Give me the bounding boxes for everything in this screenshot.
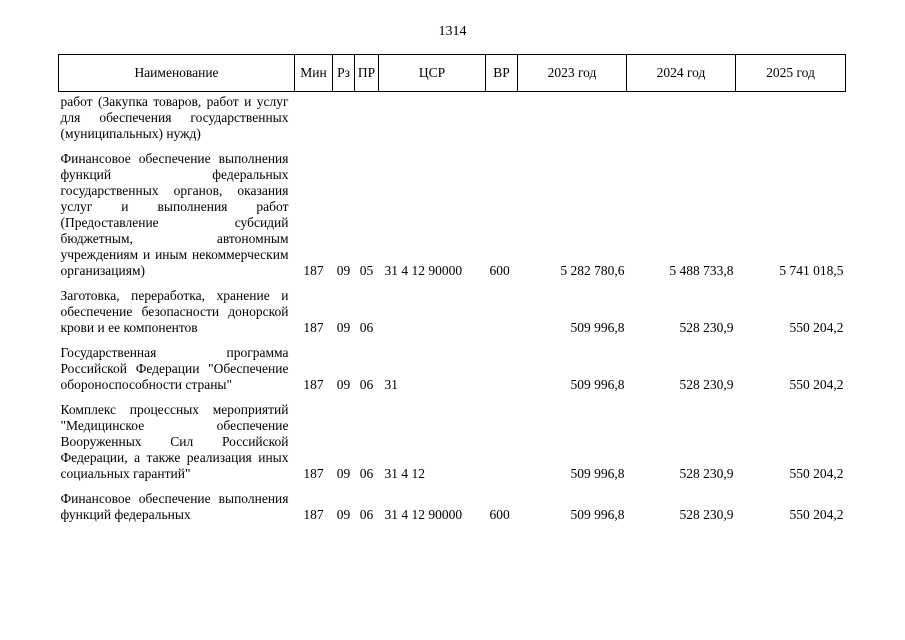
row-vr: 600	[489, 263, 510, 278]
row-pr: 06	[359, 466, 374, 481]
header-vr: ВР	[486, 55, 518, 92]
row-rz: 09	[336, 263, 351, 278]
row-min: 187	[303, 377, 324, 392]
table-header	[59, 55, 846, 92]
row-rz: 09	[336, 466, 351, 481]
row-2023: 509 996,8	[570, 466, 625, 481]
row-2025: 550 204,2	[789, 466, 844, 481]
row-2023: 509 996,8	[570, 377, 625, 392]
row-csr	[379, 92, 486, 152]
row-2023: 509 996,8	[570, 507, 625, 522]
row-min: 187	[303, 263, 324, 278]
row-pr	[355, 92, 379, 152]
row-min: 187	[303, 507, 324, 522]
row-min: 187	[303, 320, 324, 335]
row-min	[295, 92, 333, 152]
row-2025	[736, 92, 846, 152]
table-row	[59, 288, 846, 345]
row-2024: 528 230,9	[679, 466, 734, 481]
row-2024: 528 230,9	[679, 507, 734, 522]
row-vr: 600	[489, 507, 510, 522]
row-pr: 06	[359, 377, 374, 392]
header-rz: Рз	[333, 55, 355, 92]
row-rz: 09	[336, 377, 351, 392]
row-2025: 550 204,2	[789, 320, 844, 335]
header-year-2025: 2025 год	[736, 55, 846, 92]
row-name: Заготовка, переработка, хранение и обеспечение безопасности донорской крови и ее компонентов	[60, 288, 289, 335]
row-pr: 06	[359, 507, 374, 522]
row-name: Финансовое обеспечение выполнения функций федеральных государственных органов, оказания услуг и выполнения работ (Предоставление субсидий бюджетным, автономным учреждениям и иным некоммерческим организациям)	[60, 151, 289, 278]
row-rz	[333, 92, 355, 152]
row-csr	[379, 288, 486, 345]
table-row	[59, 345, 846, 402]
row-name: Финансовое обеспечение выполнения функций федеральных	[60, 491, 289, 522]
row-pr: 05	[359, 263, 374, 278]
row-csr: 31 4 12 90000	[384, 507, 463, 522]
row-rz: 09	[336, 507, 351, 522]
row-pr: 06	[359, 320, 374, 335]
header-year-2023: 2023 год	[518, 55, 627, 92]
row-vr	[486, 92, 518, 152]
row-name: работ (Закупка товаров, работ и услуг для обеспечения государственных (муниципальных) нужд)	[60, 94, 289, 141]
table-row	[59, 402, 846, 491]
row-vr	[486, 288, 518, 345]
table-row	[59, 491, 846, 523]
header-min: Мин	[295, 55, 333, 92]
row-min: 187	[303, 466, 324, 481]
row-rz: 09	[336, 320, 351, 335]
table-row	[59, 151, 846, 288]
row-2024	[627, 92, 736, 152]
row-csr: 31 4 12	[384, 466, 425, 481]
row-csr: 31	[384, 377, 398, 392]
table-body	[59, 92, 846, 524]
header-year-2024: 2024 год	[627, 55, 736, 92]
row-vr	[486, 345, 518, 402]
header-pr: ПР	[355, 55, 379, 92]
row-2024: 528 230,9	[679, 377, 734, 392]
row-2025: 550 204,2	[789, 507, 844, 522]
row-2023: 509 996,8	[570, 320, 625, 335]
page-number: 1314	[438, 24, 467, 39]
budget-table	[58, 54, 846, 523]
table-row	[59, 92, 846, 152]
row-2025: 5 741 018,5	[779, 263, 844, 278]
row-2025: 550 204,2	[789, 377, 844, 392]
row-name: Государственная программа Российской Федерации "Обеспечение обороноспособности страны"	[60, 345, 289, 392]
row-2023	[518, 92, 627, 152]
row-csr: 31 4 12 90000	[384, 263, 463, 278]
header-csr: ЦСР	[379, 55, 486, 92]
row-2024: 528 230,9	[679, 320, 734, 335]
header-name: Наименование	[59, 55, 295, 92]
row-2024: 5 488 733,8	[669, 263, 734, 278]
row-2023: 5 282 780,6	[560, 263, 625, 278]
row-vr	[486, 402, 518, 491]
row-name: Комплекс процессных мероприятий "Медицинское обеспечение Вооруженных Сил Российской Федерации, а также реализация иных социальных гарантий"	[60, 402, 289, 481]
